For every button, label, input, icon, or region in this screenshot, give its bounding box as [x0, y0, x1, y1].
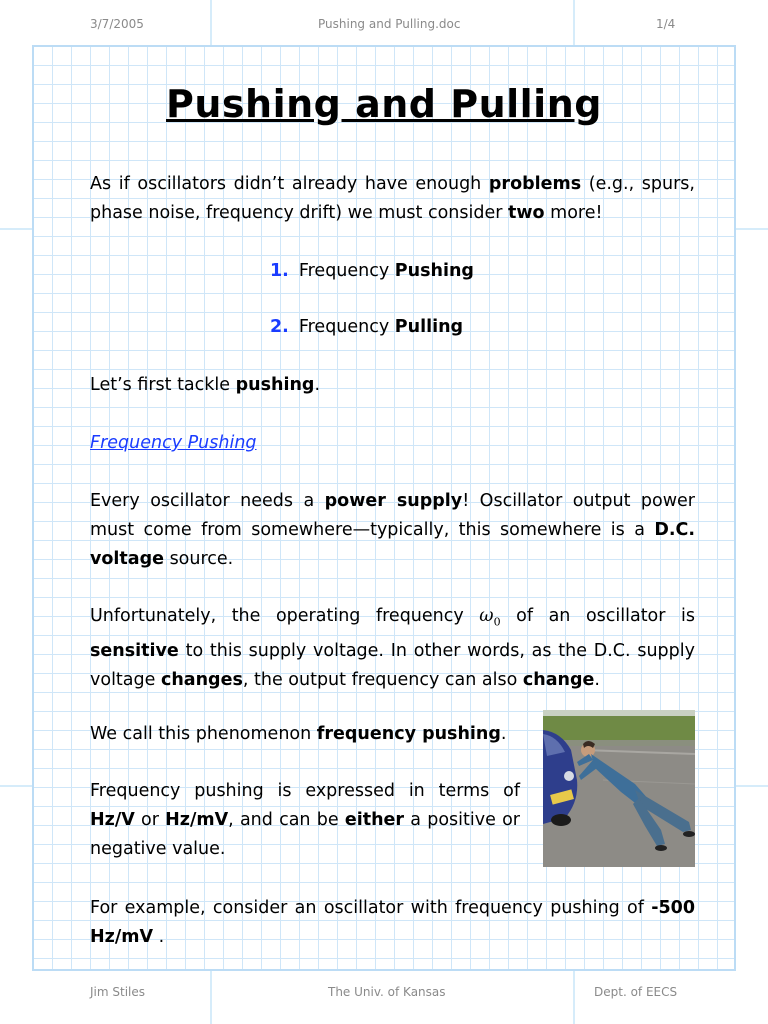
text: . — [500, 724, 507, 744]
bold-text: Pushing — [394, 261, 474, 281]
header-filename: Pushing and Pulling.doc — [318, 17, 461, 31]
text: ! Oscillator output power must come from somewhere—typically, this somewhere is a — [90, 491, 695, 540]
text: of an oscillator is — [500, 606, 695, 626]
text: Frequency — [298, 261, 395, 281]
bold-text: -500 Hz/mV — [90, 898, 695, 947]
bold-text: two — [508, 203, 545, 223]
list-item — [270, 313, 690, 342]
text: For example, consider an oscillator with frequency pushing of — [90, 898, 652, 918]
text: As if oscillators didn’t already have enough — [90, 174, 489, 194]
paragraph-example — [90, 894, 695, 952]
header-date: 3/7/2005 — [90, 17, 144, 31]
text: source. — [164, 549, 234, 569]
text: more! — [544, 203, 603, 223]
header-page-number: 1/4 — [656, 17, 676, 31]
section-heading-text: Frequency Pushing — [90, 433, 257, 453]
footer-author: Jim Stiles — [90, 985, 146, 999]
paragraph-sensitivity — [90, 602, 695, 695]
paragraph-power-supply — [90, 487, 695, 574]
text: or — [134, 810, 166, 830]
bold-text: D.C. voltage — [90, 520, 695, 569]
car-pushing-photo — [543, 710, 695, 867]
bold-text: sensitive — [90, 640, 179, 661]
footer-department: Dept. of EECS — [594, 985, 678, 999]
list-item — [270, 257, 690, 286]
list-number: 1. — [270, 261, 289, 281]
bold-text: Hz/mV — [165, 810, 229, 830]
intro-paragraph — [90, 170, 695, 228]
paragraph-units — [90, 777, 520, 864]
car-pushing-illustration — [543, 710, 695, 867]
text: to this supply voltage. In other words, as the D.C. supply voltage — [90, 640, 695, 690]
tackle-sentence — [90, 371, 695, 400]
section-heading — [90, 429, 695, 458]
page-footer — [0, 985, 768, 1005]
bold-text: changes — [160, 669, 243, 690]
text: Every oscillator needs a — [90, 491, 325, 511]
text: We call this phenomenon — [90, 724, 317, 744]
text: , and can be — [228, 810, 345, 830]
subscript: 0 — [493, 615, 501, 629]
text: . — [314, 375, 321, 395]
text: (e.g., spurs, phase noise, frequency drift) we must consider — [90, 174, 695, 223]
text: . — [594, 669, 600, 690]
list-number: 2. — [270, 317, 289, 337]
paragraph-phenomenon — [90, 720, 530, 749]
bold-text: either — [344, 810, 405, 830]
page-title: Pushing and Pulling — [166, 82, 602, 126]
text: Frequency pushing is expressed in terms of — [90, 781, 520, 801]
bold-text: frequency pushing — [316, 724, 501, 744]
bold-text: Hz/V — [90, 810, 135, 830]
text: , the output frequency can also — [242, 669, 523, 690]
bold-text: change — [522, 669, 595, 690]
bold-text: power supply — [324, 491, 463, 511]
text: Let’s first tackle — [90, 375, 236, 395]
omega-symbol — [479, 606, 501, 629]
symbol: ω — [479, 606, 494, 626]
text: Frequency — [298, 317, 395, 337]
page-header — [0, 17, 768, 37]
text: Unfortunately, the operating frequency — [90, 606, 480, 626]
footer-university: The Univ. of Kansas — [328, 985, 446, 999]
text: . — [153, 927, 165, 947]
bold-text: problems — [488, 174, 582, 194]
bold-text: Pulling — [394, 317, 464, 337]
text: a positive or negative value. — [90, 810, 520, 859]
bold-text: pushing — [235, 375, 315, 395]
